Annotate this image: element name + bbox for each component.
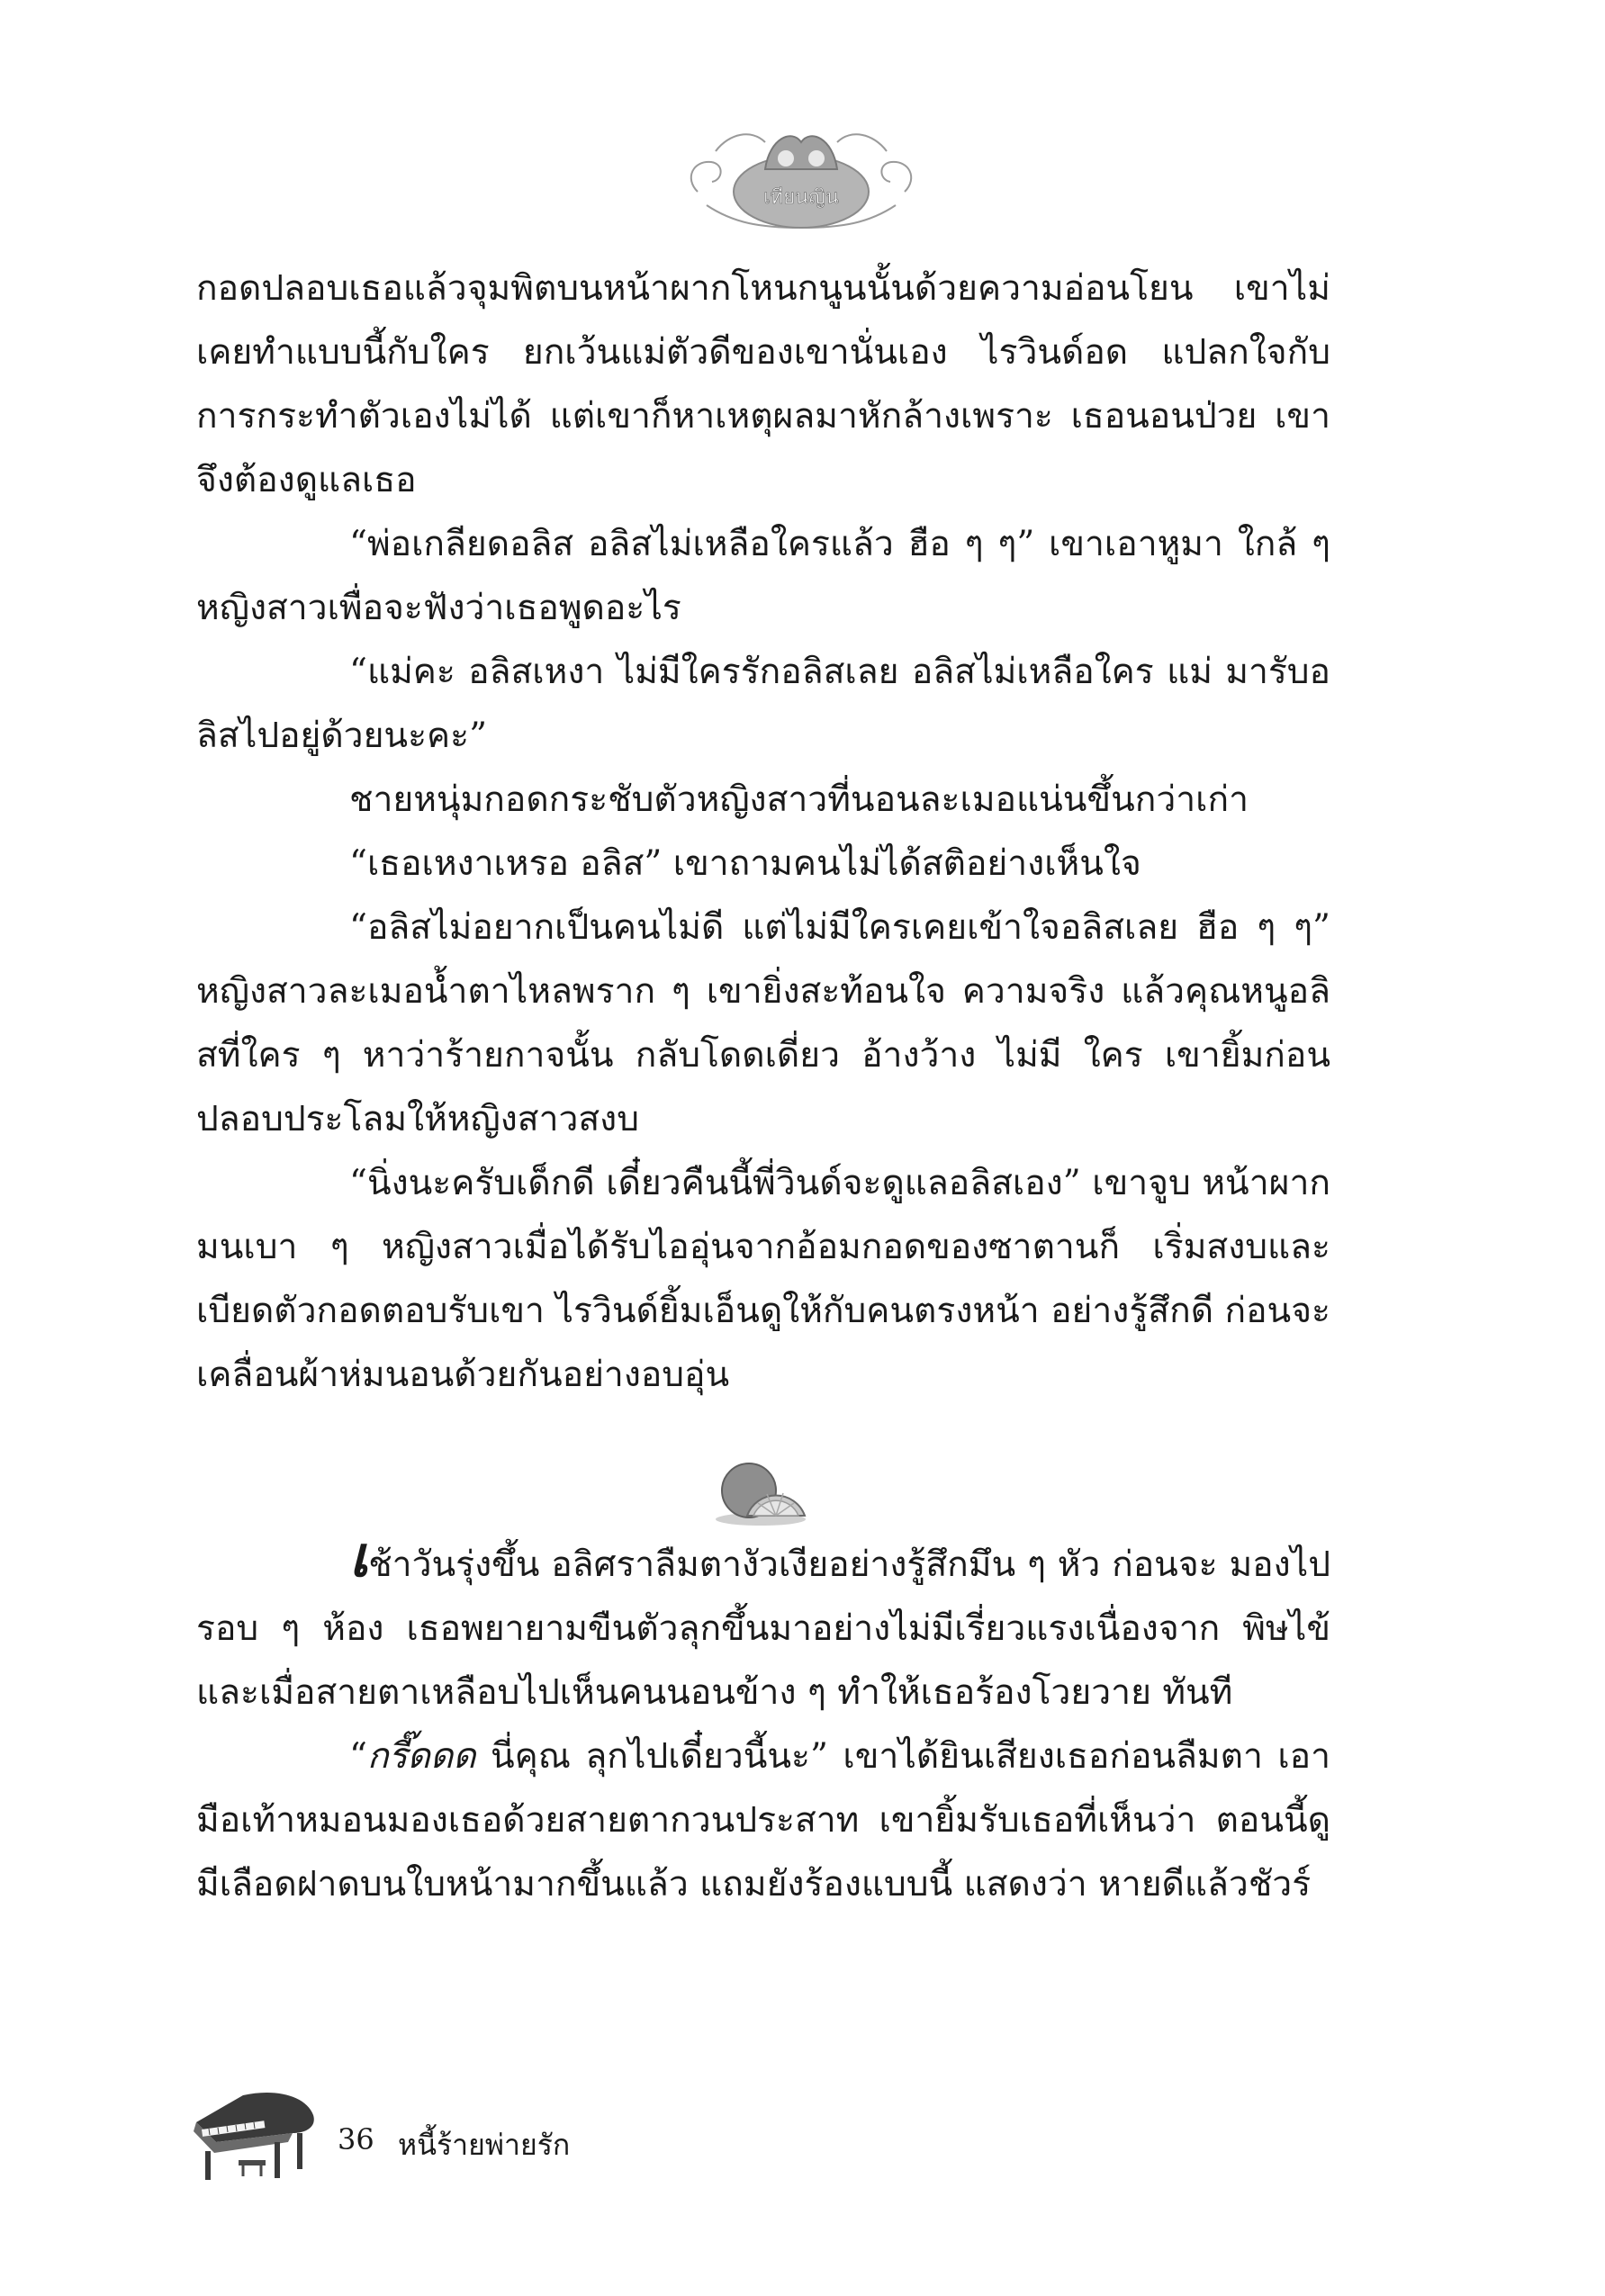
paragraph-text: ช้าวันรุ่งขึ้น อลิศราลืมตางัวเงียอย่างรู้สึกมึน ๆ หัว ก่อนจะ มองไปรอบ ๆ ห้อง เธอพยายามขืนตัวลุกขึ้นมาอย่างไม่มีเรี่ยวแรงเนื่องจาก พิษไข้ และเมื่อสายตาเหลือบไปเห็นคนนอนข้าง ๆ ทำให้เธอร้องโวยวาย ทันที: [196, 1544, 1330, 1713]
page-footer: [189, 2086, 729, 2185]
italic-exclamation: กรี๊ดดด: [366, 1736, 476, 1777]
orange-slice-divider-icon: [711, 1456, 810, 1526]
page-number: 36: [338, 2122, 374, 2156]
emblem-text: เทียนญิน: [763, 186, 839, 209]
section-2-text-block: [196, 1524, 1330, 1916]
publisher-emblem: [680, 106, 923, 241]
grand-piano-icon: [189, 2086, 324, 2185]
running-title: หนี้ร้ายพ่ายรัก: [398, 2128, 571, 2162]
paragraph: “เธอเหงาเหรอ อลิส” เขาถามคนไม่ได้สติอย่างเห็นใจ: [349, 843, 1141, 884]
open-quote: “: [349, 1736, 367, 1777]
paragraph: กอดปลอบเธอแล้วจุมพิตบนหน้าผากโหนกนูนนั้นด้วยความอ่อนโยน เขาไม่เคยทำแบบนี้กับใคร ยกเว้นแม่ตัวดีของเขานั่นเอง ไรวินด์อด แปลกใจกับการกระทำตัวเองไม่ได้ แต่เขาก็หาเหตุผลมาหักล้างเพราะ เธอนอนป่วย เขาจึงต้องดูแลเธอ: [196, 268, 1330, 500]
paragraph: [196, 1524, 1330, 1724]
paragraph: “แม่คะ อลิสเหงา ไม่มีใครรักอลิสเลย อลิสไม่เหลือใคร แม่ มารับอลิสไปอยู่ด้วยนะคะ”: [196, 652, 1330, 756]
paragraph: [196, 1724, 1330, 1916]
drop-cap: เ: [349, 1524, 369, 1589]
paragraph: “พ่อเกลียดอลิส อลิสไม่เหลือใครแล้ว ฮือ ๆ ๆ” เขาเอาหูมา ใกล้ ๆ หญิงสาวเพื่อจะฟังว่าเธอพูดอะไร: [196, 524, 1330, 628]
paragraph-text: นี่คุณ ลุกไปเดี๋ยวนี้นะ” เขาได้ยินเสียงเธอก่อนลืมตา เอามือเท้าหมอนมองเธอด้วยสายตากวนประสาท เขายิ้มรับเธอที่เห็นว่า ตอนนี้ดูมีเลือดฝาดบนใบหน้ามากขึ้นแล้ว แถมยังร้องแบบนี้ แสดงว่า หายดีแล้วชัวร์: [196, 1736, 1330, 1904]
paragraph: “อลิสไม่อยากเป็นคนไม่ดี แต่ไม่มีใครเคยเข้าใจอลิสเลย ฮือ ๆ ๆ” หญิงสาวละเมอน้ำตาไหลพราก ๆ เขายิ่งสะท้อนใจ ความจริง แล้วคุณหนูอลิสที่ใคร ๆ หาว่าร้ายกาจนั้น กลับโดดเดี่ยว อ้างว้าง ไม่มี ใคร เขายิ้มก่อนปลอบประโลมให้หญิงสาวสงบ: [196, 907, 1330, 1139]
paragraph: ชายหนุ่มกอดกระชับตัวหญิงสาวที่นอนละเมอแน่นขึ้นกว่าเก่า: [349, 779, 1249, 820]
main-text-block: [196, 257, 1330, 1407]
paragraph: “นิ่งนะครับเด็กดี เดี๋ยวคืนนี้พี่วินด์จะดูแลอลิสเอง” เขาจูบ หน้าผากมนเบา ๆ หญิงสาวเมื่อได้รับไออุ่นจากอ้อมกอดของซาตานก็ เริ่มสงบและเบียดตัวกอดตอบรับเขา ไรวินด์ยิ้มเอ็นดูให้กับคนตรงหน้า อย่างรู้สึกดี ก่อนจะเคลื่อนผ้าห่มนอนด้วยกันอย่างอบอุ่น: [196, 1163, 1330, 1395]
